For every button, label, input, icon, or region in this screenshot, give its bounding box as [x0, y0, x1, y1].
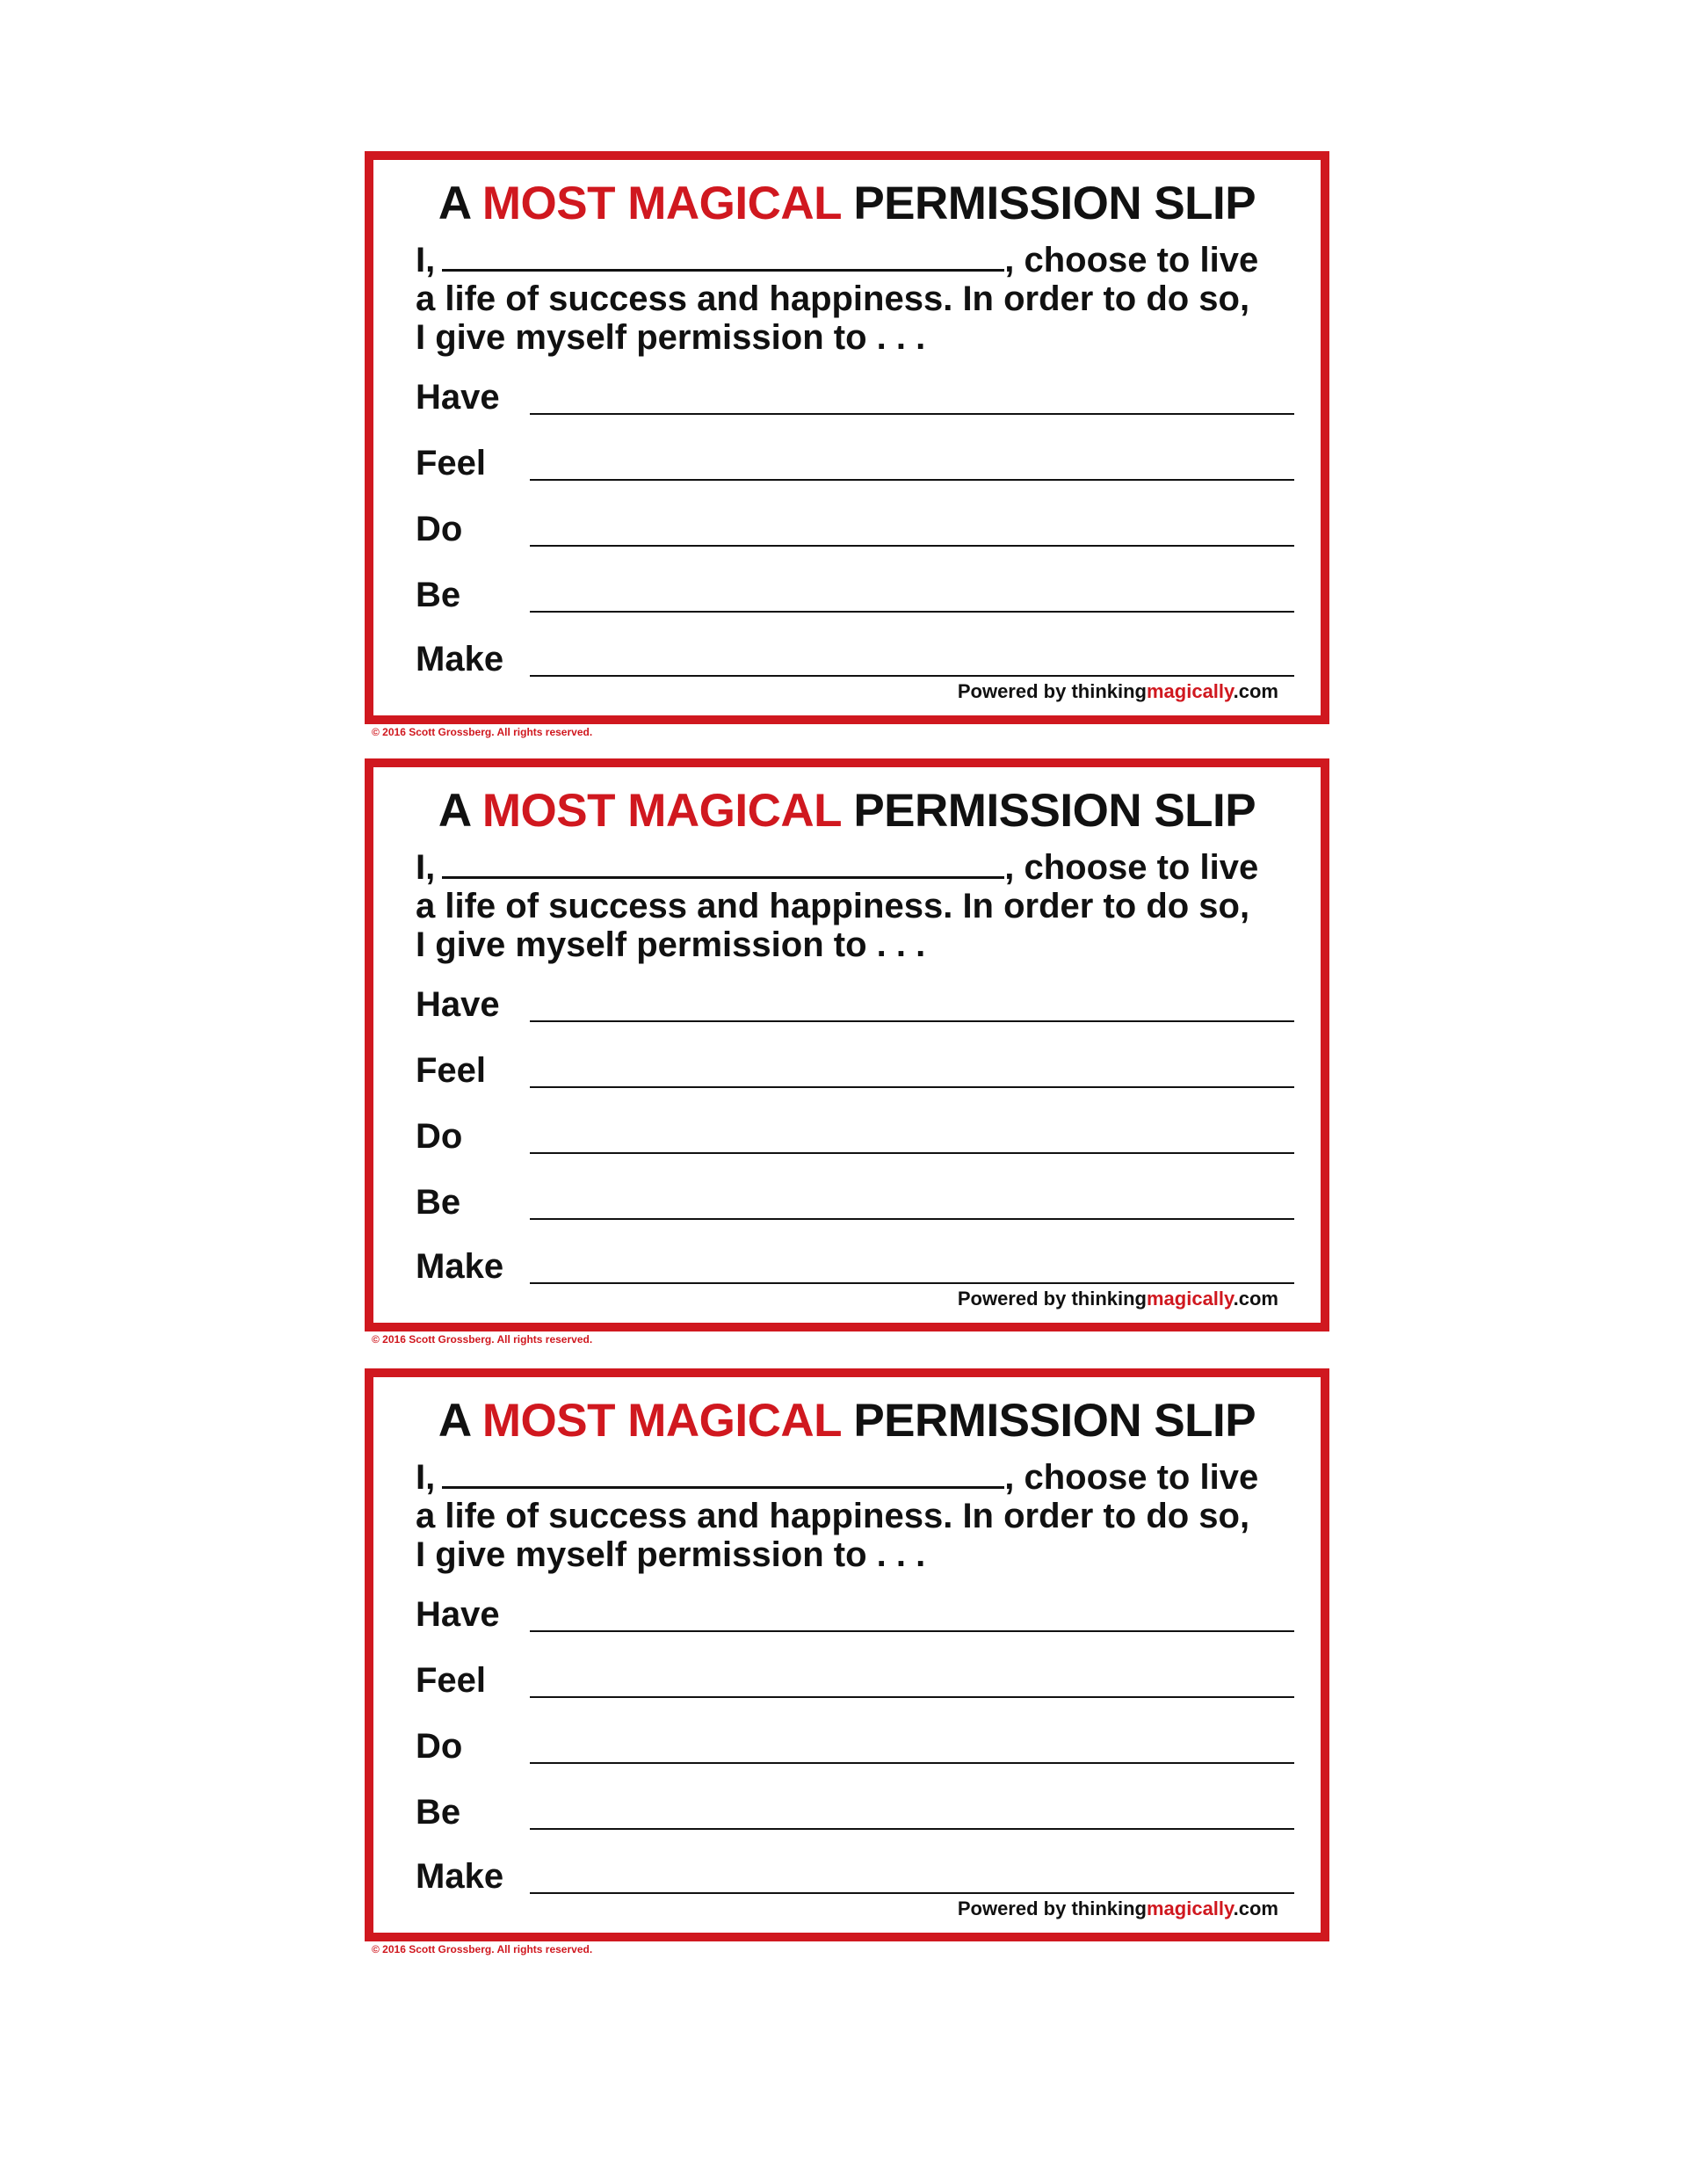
field-row-have — [416, 978, 1294, 1031]
title-highlight: MOST MAGICAL — [481, 178, 842, 229]
powered-suffix: .com — [1233, 1897, 1278, 1919]
title-prefix: A — [438, 178, 470, 229]
field-label-feel: Feel — [416, 1051, 487, 1090]
name-blank-line[interactable] — [442, 850, 1004, 879]
field-label-have: Have — [416, 985, 500, 1024]
field-blank-have[interactable] — [530, 1020, 1294, 1022]
intro-line-3: I give myself permission to . . . — [416, 318, 926, 357]
intro-after-name: , choose to live — [1004, 848, 1259, 887]
field-row-be — [416, 1176, 1294, 1229]
slip-title — [373, 1393, 1321, 1449]
powered-highlight: magically — [1146, 1288, 1234, 1310]
field-row-have — [416, 371, 1294, 424]
title-suffix: PERMISSION SLIP — [853, 1395, 1256, 1447]
title-highlight: MOST MAGICAL — [481, 785, 842, 837]
field-blank-do[interactable] — [530, 545, 1294, 547]
powered-prefix: Powered by thinking — [957, 1897, 1147, 1919]
intro-line-3: I give myself permission to . . . — [416, 1535, 926, 1574]
powered-by — [958, 1288, 1278, 1310]
field-blank-do[interactable] — [530, 1762, 1294, 1764]
field-blank-have[interactable] — [530, 413, 1294, 415]
field-blank-be[interactable] — [530, 611, 1294, 613]
copyright-note: © 2016 Scott Grossberg. All rights reserved. — [372, 1943, 593, 1955]
field-row-do — [416, 1720, 1294, 1773]
permission-slip-3 — [365, 1368, 1329, 1955]
slip-card — [365, 758, 1329, 1331]
field-row-do — [416, 1110, 1294, 1163]
field-label-do: Do — [416, 1117, 463, 1156]
intro-line-2: a life of success and happiness. In order to do so, — [416, 1497, 1250, 1535]
field-blank-feel[interactable] — [530, 1086, 1294, 1088]
field-label-make: Make — [416, 1857, 504, 1896]
field-label-do: Do — [416, 510, 463, 548]
slip-title — [373, 176, 1321, 232]
title-suffix: PERMISSION SLIP — [853, 178, 1256, 229]
field-label-have: Have — [416, 1595, 500, 1634]
field-row-do — [416, 503, 1294, 555]
field-blank-make[interactable] — [530, 1282, 1294, 1284]
field-label-feel: Feel — [416, 1661, 487, 1700]
field-blank-make[interactable] — [530, 1892, 1294, 1894]
field-label-be: Be — [416, 576, 461, 614]
slip-title — [373, 783, 1321, 839]
field-blank-make[interactable] — [530, 675, 1294, 677]
name-blank-line[interactable] — [442, 1460, 1004, 1489]
powered-highlight: magically — [1146, 1897, 1234, 1919]
slip-intro — [416, 241, 1294, 357]
field-row-be — [416, 569, 1294, 621]
intro-start: I, — [416, 241, 436, 279]
title-highlight: MOST MAGICAL — [481, 1395, 842, 1447]
intro-after-name: , choose to live — [1004, 1458, 1259, 1497]
field-label-feel: Feel — [416, 444, 487, 483]
powered-suffix: .com — [1233, 680, 1278, 702]
title-prefix: A — [438, 1395, 470, 1447]
field-label-have: Have — [416, 378, 500, 417]
field-blank-do[interactable] — [530, 1152, 1294, 1154]
field-row-make — [416, 1850, 1294, 1903]
field-label-do: Do — [416, 1727, 463, 1766]
field-blank-be[interactable] — [530, 1218, 1294, 1220]
powered-prefix: Powered by thinking — [957, 680, 1147, 702]
intro-line-2: a life of success and happiness. In order to do so, — [416, 887, 1250, 925]
field-row-be — [416, 1786, 1294, 1839]
intro-line-3: I give myself permission to . . . — [416, 925, 926, 964]
name-blank-line[interactable] — [442, 243, 1004, 272]
permission-slip-2 — [365, 758, 1329, 1346]
slip-intro — [416, 848, 1294, 964]
field-row-feel — [416, 1654, 1294, 1707]
field-row-make — [416, 633, 1294, 686]
powered-highlight: magically — [1146, 680, 1234, 702]
permission-slip-1 — [365, 151, 1329, 738]
powered-prefix: Powered by thinking — [957, 1288, 1147, 1310]
field-label-be: Be — [416, 1793, 461, 1832]
intro-start: I, — [416, 848, 436, 887]
powered-by — [958, 1897, 1278, 1920]
field-blank-feel[interactable] — [530, 479, 1294, 481]
field-row-make — [416, 1240, 1294, 1293]
intro-after-name: , choose to live — [1004, 241, 1259, 279]
field-row-feel — [416, 1044, 1294, 1097]
field-label-make: Make — [416, 640, 504, 678]
title-suffix: PERMISSION SLIP — [853, 785, 1256, 837]
copyright-note: © 2016 Scott Grossberg. All rights reserved. — [372, 726, 593, 738]
powered-suffix: .com — [1233, 1288, 1278, 1310]
title-prefix: A — [438, 785, 470, 837]
slip-card — [365, 1368, 1329, 1941]
intro-start: I, — [416, 1458, 436, 1497]
field-blank-have[interactable] — [530, 1630, 1294, 1632]
slip-intro — [416, 1458, 1294, 1574]
field-blank-feel[interactable] — [530, 1696, 1294, 1698]
copyright-note: © 2016 Scott Grossberg. All rights reserved. — [372, 1333, 593, 1346]
slip-card — [365, 151, 1329, 724]
field-label-be: Be — [416, 1183, 461, 1222]
powered-by — [958, 680, 1278, 703]
field-label-make: Make — [416, 1247, 504, 1286]
intro-line-2: a life of success and happiness. In order to do so, — [416, 279, 1250, 318]
field-row-have — [416, 1588, 1294, 1641]
field-blank-be[interactable] — [530, 1828, 1294, 1830]
field-row-feel — [416, 437, 1294, 490]
